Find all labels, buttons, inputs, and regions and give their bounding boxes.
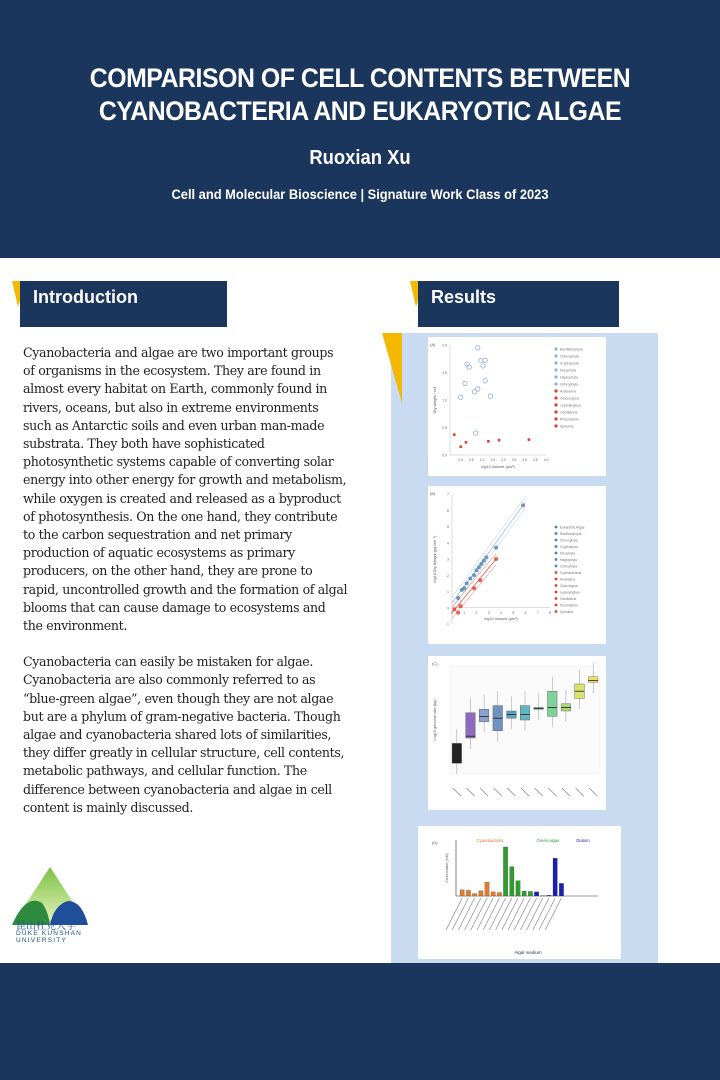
legend-label: Leptolyngbya [560, 403, 581, 408]
x-tick-label-mark [466, 788, 474, 796]
x-tick-label-mark [502, 898, 518, 930]
legend-label: Ochrophyta [560, 564, 578, 569]
legend-label: Haptophyta [560, 375, 578, 380]
data-point-cyanobacteria [528, 438, 531, 441]
affiliation: Cell and Molecular Bioscience | Signature Work Class of 2023 [171, 186, 549, 202]
legend-marker [554, 396, 557, 399]
poster-footer [0, 963, 720, 1080]
group-label: Green algae [536, 838, 560, 843]
x-tick-label-mark [589, 788, 597, 796]
legend-label: Cyanobacteria [560, 571, 582, 575]
x-tick-label-mark [514, 898, 530, 930]
data-point [478, 578, 482, 582]
bar [559, 883, 563, 896]
chart-a-svg [428, 337, 606, 476]
data-point [494, 546, 498, 550]
legend-marker [555, 552, 558, 555]
intro-body [23, 344, 348, 835]
logo-english-text [16, 930, 82, 944]
legend-marker [554, 417, 557, 420]
y-tick-label: 3 [447, 557, 449, 562]
legend-label: Cryptophyta [560, 361, 579, 366]
y-tick-label: 0.5 [442, 426, 447, 430]
legend-marker [554, 347, 557, 350]
bar [534, 892, 538, 896]
box [520, 706, 530, 720]
logo-english-line-1: DUKE KUNSHAN [16, 930, 83, 937]
data-point-cyanobacteria [498, 439, 501, 442]
panel-label: (D) [432, 840, 438, 845]
legend-label: Dinophyta [560, 551, 575, 556]
poster-header [0, 0, 720, 258]
bar [510, 867, 514, 896]
data-point [472, 586, 476, 590]
legend-marker [555, 571, 558, 574]
data-point [482, 559, 486, 563]
x-tick-label: 3.5 [532, 458, 538, 462]
legend-marker [554, 410, 557, 413]
logo-english-line-2: UNIVERSITY [16, 937, 68, 944]
data-point [468, 577, 472, 581]
legend-marker [555, 565, 558, 568]
results-heading: Results [431, 287, 497, 307]
author-name: Ruoxian Xu [309, 147, 411, 169]
data-point [456, 611, 460, 615]
results-panel-accent [382, 333, 402, 403]
group-label: Diatom [576, 838, 590, 843]
bar [522, 891, 526, 896]
y-tick-label: 2.0 [442, 343, 447, 348]
legend-label: Bacillariophyta [560, 347, 583, 352]
data-point-cyanobacteria [453, 433, 456, 436]
bar [466, 890, 470, 896]
x-tick-label-mark [458, 898, 474, 930]
legend-marker [554, 368, 557, 371]
legend-marker [554, 375, 557, 378]
box [548, 691, 558, 716]
data-point [465, 581, 469, 585]
legend-marker [555, 597, 558, 600]
legend-marker [554, 354, 557, 357]
x-tick-label-mark [477, 898, 493, 930]
x-tick-label: 1.5 [490, 458, 496, 462]
x-tick-label: 3 [487, 610, 490, 615]
legend-label: Phormidium [560, 417, 579, 422]
legend-marker [554, 361, 557, 364]
legend-marker [555, 591, 558, 594]
x-tick-label: 7 [536, 610, 539, 615]
box [479, 709, 489, 722]
x-tick-label-mark [480, 788, 488, 796]
data-point-cyanobacteria [459, 445, 462, 448]
x-axis-label: log10 Volume (µm³) [484, 616, 518, 621]
legend-label: Leptolyngbya [560, 590, 580, 595]
x-tick-label-mark [508, 898, 524, 930]
x-tick-label: 2.5 [511, 458, 517, 462]
data-point [472, 573, 476, 577]
logo-chinese-text: 昆山杜克大学 [16, 921, 76, 932]
figure-d [418, 826, 621, 959]
intro-heading-bar [20, 281, 227, 327]
x-tick-label: 2 [475, 610, 478, 615]
title-line-1: COMPARISON OF CELL CONTENTS BETWEEN [89, 63, 631, 93]
x-tick-label-mark [489, 898, 505, 930]
y-tick-label: 0 [447, 606, 449, 611]
x-tick-label: 0.0 [458, 458, 464, 462]
x-tick-label-mark [494, 788, 502, 796]
data-point [521, 503, 525, 507]
x-tick-label: 6 [524, 610, 527, 615]
data-point-eukaryote [488, 394, 492, 398]
data-point [479, 562, 483, 566]
data-point-eukaryote [483, 379, 487, 383]
x-tick-label-mark [527, 898, 543, 930]
data-point [477, 565, 481, 569]
x-tick-label-mark [453, 788, 461, 796]
panel-label: (B) [430, 491, 436, 496]
x-tick-label-mark [562, 788, 570, 796]
legend-label: Chlorophyta [560, 354, 579, 359]
y-axis-label: Log10 genome size (bp) [433, 699, 437, 741]
box [452, 743, 462, 763]
panel-label: (C) [432, 661, 438, 666]
y-tick-label: 7 [447, 492, 449, 497]
data-point-cyanobacteria [487, 440, 490, 443]
x-tick-label-mark [446, 898, 462, 930]
data-point [484, 555, 488, 559]
legend-label: Oscillatoria [560, 597, 577, 601]
y-tick-label: -1 [445, 622, 449, 627]
bar [553, 858, 557, 896]
data-point-eukaryote [458, 395, 462, 399]
data-point [459, 604, 463, 608]
y-axis-label: Concentration (mM) [445, 853, 449, 883]
x-tick-label: 1 [463, 610, 466, 615]
legend-label: Ochrophyta [560, 382, 579, 387]
x-tick-label-mark [496, 898, 512, 930]
x-tick-label: 4 [500, 610, 502, 615]
chart-c-svg [428, 656, 606, 810]
legend-label: Dinophyta [560, 368, 576, 373]
x-tick-label-mark [471, 898, 487, 930]
fit-line [452, 553, 496, 607]
x-tick-label: 2.0 [500, 458, 506, 462]
legend-label: Haptophyta [560, 558, 577, 562]
fit-line [452, 496, 526, 597]
bar [528, 891, 532, 896]
box [466, 713, 476, 738]
x-tick-label: 0 [451, 610, 453, 615]
legend-marker [555, 610, 558, 613]
legend-label: Cryptophyta [560, 545, 578, 549]
data-point [462, 586, 466, 590]
x-tick-label-mark [545, 898, 561, 930]
legend-marker [554, 403, 557, 406]
x-tick-label-mark [548, 788, 556, 796]
figure-b [428, 486, 606, 644]
legend-label: Oscillatoria [560, 410, 578, 415]
x-tick-label-mark [521, 788, 529, 796]
y-tick-label: 4 [447, 541, 449, 546]
y-tick-label: 0.0 [442, 453, 447, 458]
y-axis-label: log10 Dry Weight (pg cell⁻¹) [433, 535, 437, 583]
x-tick-label: 0.5 [468, 458, 474, 462]
x-tick-label: 1.0 [479, 458, 485, 462]
legend-label: Gloeocapsa [560, 396, 579, 401]
x-axis-label: log10 Volume (µm³) [481, 465, 515, 469]
box [588, 677, 598, 682]
y-tick-label: 1.0 [442, 398, 447, 403]
x-tick-label-mark [535, 788, 543, 796]
x-tick-label-mark [507, 788, 515, 796]
data-point [494, 557, 498, 561]
data-point-eukaryote [473, 431, 477, 435]
intro-paragraph-1: Cyanobacteria and algae are two important groups of organisms in the ecosystem. They are found in almost every habitat on Earth, commonly found in rivers, oceans, but also in extreme environments such as Antarctic soils and even urban man-made substrata. They both have sophisticated photosynthetic systems capable of converting solar energy into other energy for growth and metabolism, while oxygen is created and released as a byproduct of photosynthesis. On the one hand, they contribute to the carbon sequestration and net primary production of aquatic ecosystems as primary producers, on the other hand, they are prone to rapid, uncontrolled growth and the formation of algal blooms that can cause damage to ecosystems and the environment. [23, 345, 348, 634]
legend-marker [555, 545, 558, 548]
data-point [452, 607, 456, 611]
legend-label: Gloeocapsa [560, 584, 578, 588]
legend-marker [554, 382, 557, 385]
bar [547, 895, 551, 896]
legend-label: Anabaena [560, 577, 576, 582]
x-tick-label: 4.0 [543, 458, 549, 462]
data-point-eukaryote [476, 387, 480, 391]
x-tick-label-mark [483, 898, 499, 930]
figure-c [428, 656, 606, 810]
data-point-eukaryote [481, 364, 485, 368]
data-point-eukaryote [476, 346, 480, 350]
x-tick-label: 5 [512, 610, 515, 615]
legend-marker [555, 584, 558, 587]
data-point-eukaryote [463, 381, 467, 385]
legend-marker [555, 578, 558, 581]
data-point-eukaryote [483, 358, 487, 362]
x-tick-label-mark [576, 788, 584, 796]
legend-marker [555, 526, 558, 529]
x-tick-label-mark [452, 898, 468, 930]
y-axis-label: Dry weight / cell [433, 386, 437, 414]
results-heading-bar [418, 281, 619, 327]
intro-heading: Introduction [33, 287, 138, 307]
figure-a [428, 337, 606, 476]
legend-label: Spirulina [560, 424, 574, 429]
legend-marker [555, 604, 558, 607]
x-axis-label: Algal medium [514, 950, 542, 955]
legend-marker [555, 558, 558, 561]
group-label: Cyanobacteria [476, 838, 504, 843]
bar [516, 881, 520, 896]
bar [485, 882, 489, 896]
bar [460, 890, 464, 896]
legend-marker [554, 424, 557, 427]
bar [479, 891, 483, 896]
bar [472, 894, 476, 896]
legend-label: Bacillariophyta [560, 532, 582, 536]
legend-label: Chlorophyta [560, 538, 578, 543]
data-point-cyanobacteria [465, 441, 468, 444]
y-tick-label: 5 [447, 525, 449, 529]
legend-marker [555, 539, 558, 542]
x-tick-label: 3.0 [522, 458, 528, 462]
legend-label: Anabaena [560, 389, 576, 394]
x-tick-label-mark [520, 898, 536, 930]
legend-label: Phormidium [560, 603, 578, 608]
data-point-eukaryote [479, 358, 483, 362]
x-tick-label-mark [539, 898, 555, 930]
legend-label: Eukaryotic Algae [560, 525, 585, 530]
x-tick-label-mark [465, 898, 481, 930]
legend-label: Spirulina [560, 610, 573, 614]
bar [491, 892, 495, 896]
panel-label: (A) [430, 342, 436, 347]
intro-paragraph-2: Cyanobacteria can easily be mistaken for algae. Cyanobacteria are also commonly referred to as “blue-green algae”, even though they are not algae but are a phylum of gram-negative bacteria. Though algae and cyanobacteria shared lots of similarities, they differ greatly in cellular structure, cell contents, metabolic pathways, and cellular function. The difference between cyanobacteria and algae in cell content is mainly discussed. [23, 654, 345, 815]
data-point [475, 568, 479, 572]
y-tick-label: 1.5 [442, 371, 447, 375]
chart-b-svg [428, 486, 606, 644]
legend-marker [554, 389, 557, 392]
x-tick-label: 8 [549, 610, 551, 615]
bar [503, 847, 507, 896]
poster-title [29, 62, 691, 128]
y-tick-label: 2 [447, 573, 449, 578]
x-tick-label-mark [533, 898, 549, 930]
chart-d-svg [418, 826, 621, 959]
legend-marker [555, 532, 558, 535]
title-line-2: CYANOBACTERIA AND EUKARYOTIC ALGAE [98, 96, 622, 126]
bar [497, 893, 501, 897]
y-tick-label: 6 [447, 508, 449, 513]
y-tick-label: 1 [447, 590, 449, 594]
